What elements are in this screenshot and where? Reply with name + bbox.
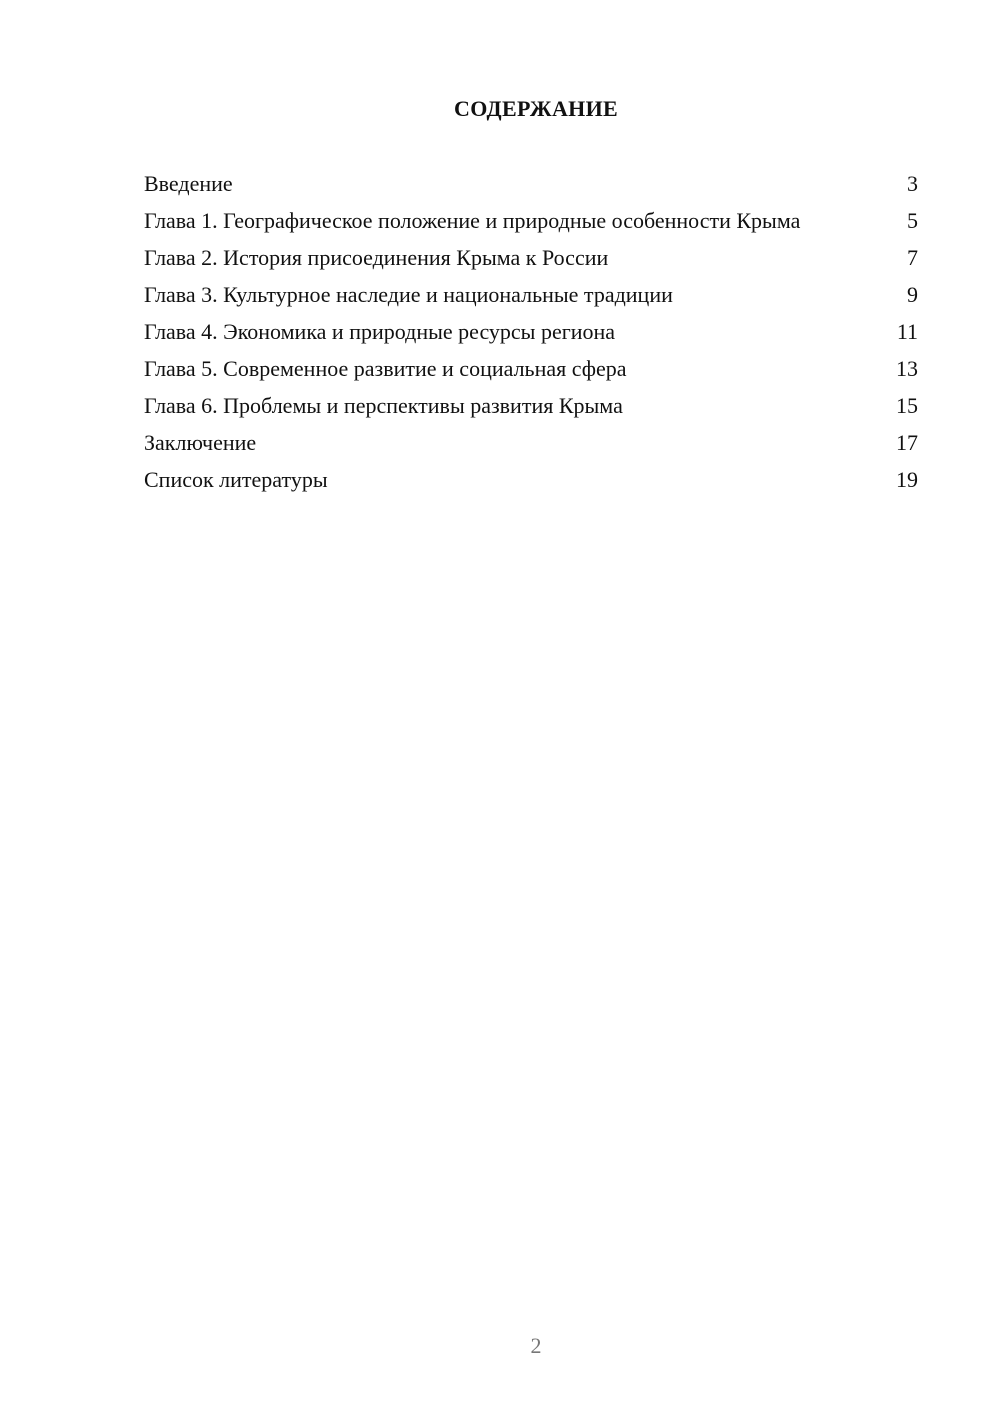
toc-entry-page: 3	[907, 171, 918, 196]
toc-title: СОДЕРЖАНИЕ	[454, 96, 618, 121]
toc-entry-chapter-3	[144, 281, 918, 308]
toc-entry-page: 13	[896, 356, 918, 381]
toc-entry-label: Глава 1. Географическое положение и природные особенности Крыма	[144, 208, 801, 233]
toc-entry-introduction	[144, 170, 918, 197]
page-number: 2	[530, 1333, 542, 1358]
toc-entry-page: 9	[907, 282, 918, 307]
toc-entry-label: Глава 5. Современное развитие и социальная сфера	[144, 356, 627, 381]
toc-entry-chapter-2	[144, 244, 918, 271]
toc-entry-page: 15	[896, 393, 918, 418]
toc-entry-chapter-4	[144, 318, 918, 345]
toc-entry-page: 5	[907, 208, 918, 233]
toc-entry-conclusion	[144, 429, 918, 456]
toc-entry-label: Глава 3. Культурное наследие и национальные традиции	[144, 282, 673, 307]
toc-entry-bibliography	[144, 466, 918, 493]
toc-entry-label: Введение	[144, 171, 233, 196]
toc-entry-label: Глава 6. Проблемы и перспективы развития Крыма	[144, 393, 623, 418]
toc-entry-page: 19	[896, 467, 918, 492]
toc-entry-page: 17	[896, 430, 918, 455]
toc-entry-label: Заключение	[144, 430, 257, 455]
toc-entry-chapter-5	[144, 355, 918, 382]
toc-entry-chapter-6	[144, 392, 918, 419]
toc-entry-label: Список литературы	[144, 467, 328, 492]
toc-entry-label: Глава 2. История присоединения Крыма к России	[144, 245, 609, 270]
toc-list	[144, 170, 918, 503]
toc-entry-chapter-1	[144, 207, 918, 234]
toc-entry-label: Глава 4. Экономика и природные ресурсы региона	[144, 319, 616, 344]
toc-entry-page: 11	[896, 319, 918, 344]
toc-entry-page: 7	[907, 245, 918, 270]
